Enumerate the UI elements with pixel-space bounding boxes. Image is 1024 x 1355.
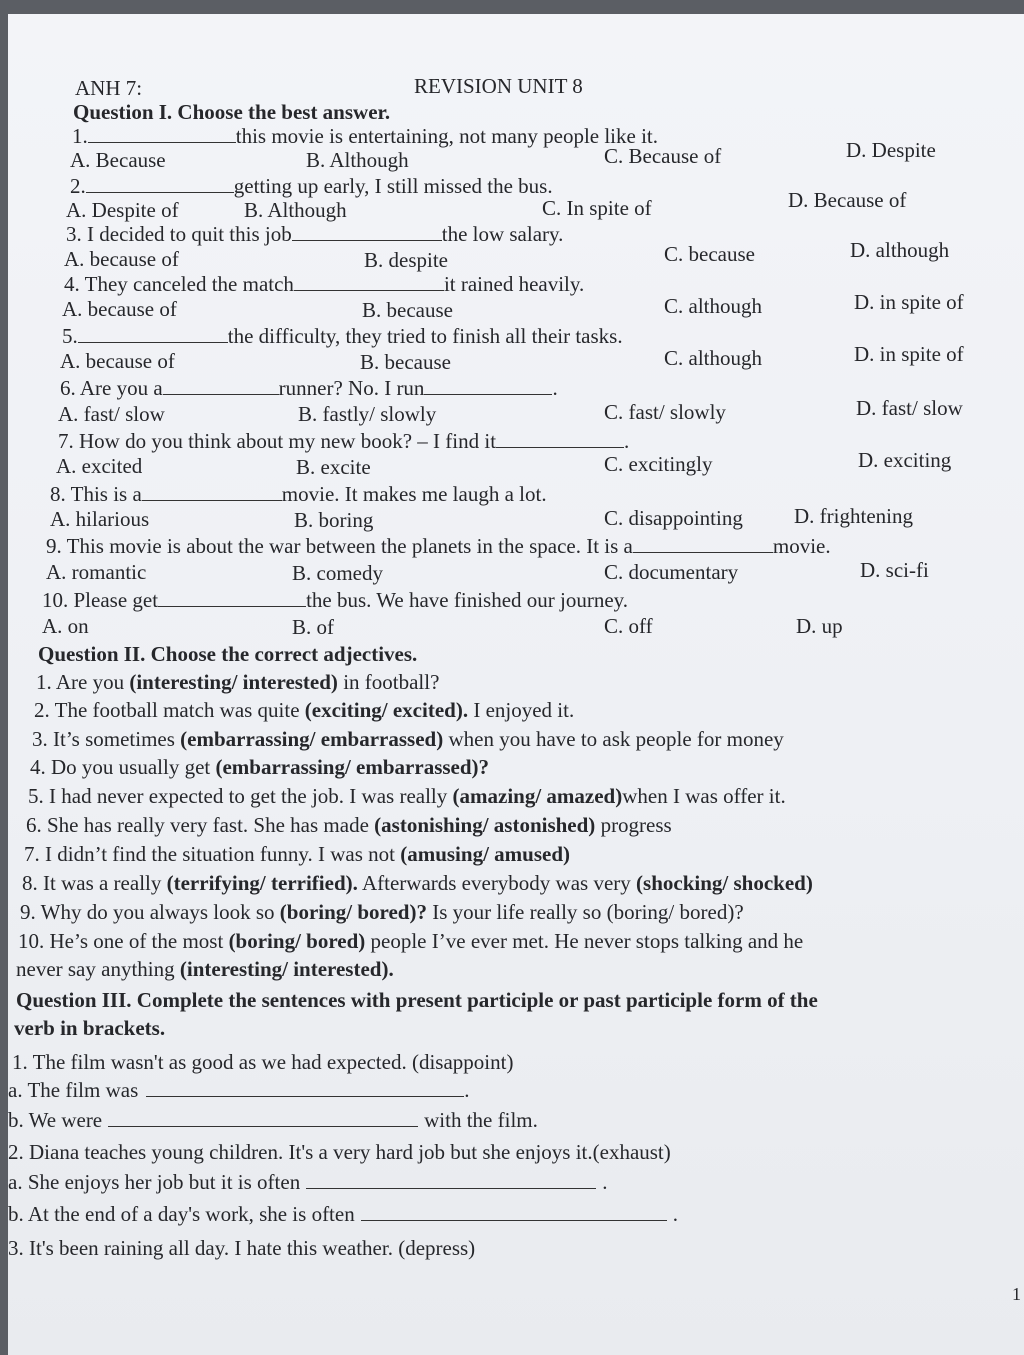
q2-item-6: 6. She has really very fast. She has made (astonishing/ astonished) progress bbox=[26, 813, 672, 837]
q1-item-6-option-c: C. fast/ slowly bbox=[604, 400, 726, 424]
q2-item-4: 4. Do you usually get (embarrassing/ embarrassed)? bbox=[30, 755, 490, 779]
q1-item-5-stem: 5. the difficulty, they tried to finish all their tasks. bbox=[62, 324, 623, 348]
q3-item-2b: b. At the end of a day's work, she is often . bbox=[8, 1202, 678, 1226]
q1-item-8-option-b: B. boring bbox=[294, 508, 374, 532]
q1-item-7-option-a: A. excited bbox=[56, 454, 143, 478]
q1-item-6-option-b: B. fastly/ slowly bbox=[298, 402, 437, 426]
q1-item-10-option-d: D. up bbox=[796, 614, 843, 638]
q2-item-8: 8. It was a really (terrifying/ terrified). Afterwards everybody was very (shocking/ shocked) bbox=[22, 871, 813, 895]
q3-item-2a: a. She enjoys her job but it is often . bbox=[8, 1170, 608, 1194]
q1-item-1-option-d: D. Despite bbox=[846, 138, 936, 162]
q2-item-10-continued: never say anything (interesting/ interested). bbox=[16, 957, 394, 981]
worksheet-page bbox=[8, 14, 1024, 1355]
q1-item-3-option-c: C. because bbox=[664, 242, 755, 266]
q1-item-2-option-c: C. In spite of bbox=[542, 196, 652, 220]
q2-item-10: 10. He’s one of the most (boring/ bored) people I’ve ever met. He never stops talking and he bbox=[18, 929, 804, 953]
q2-item-3: 3. It’s sometimes (embarrassing/ embarrassed) when you have to ask people for money bbox=[32, 727, 784, 751]
q1-item-3-option-a: A. because of bbox=[64, 247, 179, 271]
q1-item-4-option-d: D. in spite of bbox=[854, 290, 964, 314]
q3-item-1: 1. The film wasn't as good as we had expected. (disappoint) bbox=[12, 1050, 514, 1074]
q1-item-8-option-d: D. frightening bbox=[794, 504, 913, 528]
q1-item-9-stem: 9. This movie is about the war between the planets in the space. It is a movie. bbox=[46, 534, 831, 558]
q1-item-1-option-c: C. Because of bbox=[604, 144, 722, 168]
q1-item-2-stem: 2. getting up early, I still missed the bus. bbox=[70, 174, 553, 198]
q1-item-10-option-b: B. of bbox=[292, 615, 334, 639]
q1-item-6-option-d: D. fast/ slow bbox=[856, 396, 963, 420]
q1-item-3-option-d: D. although bbox=[850, 238, 950, 262]
q2-item-1: 1. Are you (interesting/ interested) in football? bbox=[36, 670, 440, 694]
q1-item-9-option-b: B. comedy bbox=[292, 561, 383, 585]
page-title: REVISION UNIT 8 bbox=[414, 74, 583, 98]
q1-item-7-option-d: D. exciting bbox=[858, 448, 952, 472]
q1-item-4-option-a: A. because of bbox=[62, 297, 177, 321]
q3-item-1a: a. The film was . bbox=[8, 1078, 470, 1102]
question-2-title: Question II. Choose the correct adjectives. bbox=[38, 642, 418, 666]
q1-item-5-option-d: D. in spite of bbox=[854, 342, 964, 366]
q2-item-2: 2. The football match was quite (exciting/ excited). I enjoyed it. bbox=[34, 698, 575, 722]
q1-item-1-option-b: B. Although bbox=[306, 148, 409, 172]
q1-item-1-stem: 1. this movie is entertaining, not many people like it. bbox=[72, 124, 659, 148]
q3-item-2: 2. Diana teaches young children. It's a very hard job but she enjoys it.(exhaust) bbox=[8, 1140, 671, 1164]
q1-item-5-option-c: C. although bbox=[664, 346, 762, 370]
q1-item-10-option-c: C. off bbox=[604, 614, 653, 638]
q1-item-9-option-d: D. sci-fi bbox=[860, 558, 929, 582]
q1-item-4-stem: 4. They canceled the match it rained heavily. bbox=[64, 272, 585, 296]
q2-item-7: 7. I didn’t find the situation funny. I was not (amusing/ amused) bbox=[24, 842, 570, 866]
question-3-title-continued: verb in brackets. bbox=[14, 1016, 166, 1040]
q2-item-5: 5. I had never expected to get the job. I was really (amazing/ amazed)when I was offer it. bbox=[28, 784, 786, 808]
question-1-title: Question I. Choose the best answer. bbox=[73, 100, 391, 124]
q1-item-3-option-b: B. despite bbox=[364, 248, 448, 272]
q1-item-10-stem: 10. Please get the bus. We have finished our journey. bbox=[42, 588, 629, 612]
q1-item-8-option-a: A. hilarious bbox=[50, 507, 150, 531]
q1-item-7-option-b: B. excite bbox=[296, 455, 371, 479]
q1-item-3-stem: 3. I decided to quit this job the low salary. bbox=[66, 222, 564, 246]
q1-item-2-option-a: A. Despite of bbox=[66, 198, 179, 222]
class-label: ANH 7: bbox=[75, 76, 143, 100]
q1-item-9-option-c: C. documentary bbox=[604, 560, 739, 584]
q1-item-6-option-a: A. fast/ slow bbox=[58, 402, 165, 426]
q1-item-7-stem: 7. How do you think about my new book? – I find it . bbox=[58, 429, 630, 453]
q1-item-7-option-c: C. excitingly bbox=[604, 452, 713, 476]
q1-item-8-stem: 8. This is a movie. It makes me laugh a lot. bbox=[50, 482, 547, 506]
q3-item-3: 3. It's been raining all day. I hate this weather. (depress) bbox=[8, 1236, 476, 1260]
q1-item-2-option-b: B. Although bbox=[244, 198, 347, 222]
q1-item-5-option-a: A. because of bbox=[60, 349, 175, 373]
question-3-title: Question III. Complete the sentences with present participle or past participle form of the bbox=[16, 988, 818, 1012]
q1-item-8-option-c: C. disappointing bbox=[604, 506, 743, 530]
q1-item-6-stem: 6. Are you a runner? No. I run . bbox=[60, 376, 558, 400]
q1-item-4-option-c: C. although bbox=[664, 294, 762, 318]
q1-item-5-option-b: B. because bbox=[360, 350, 451, 374]
q2-item-9: 9. Why do you always look so (boring/ bored)? Is your life really so (boring/ bored)? bbox=[20, 900, 744, 924]
q1-item-10-option-a: A. on bbox=[42, 614, 89, 638]
q1-item-9-option-a: A. romantic bbox=[46, 560, 147, 584]
q1-item-2-option-d: D. Because of bbox=[788, 188, 907, 212]
q1-item-4-option-b: B. because bbox=[362, 298, 453, 322]
page-number: 1 bbox=[1012, 1284, 1021, 1304]
q1-item-1-option-a: A. Because bbox=[70, 148, 166, 172]
q3-item-1b: b. We were with the film. bbox=[8, 1108, 538, 1132]
